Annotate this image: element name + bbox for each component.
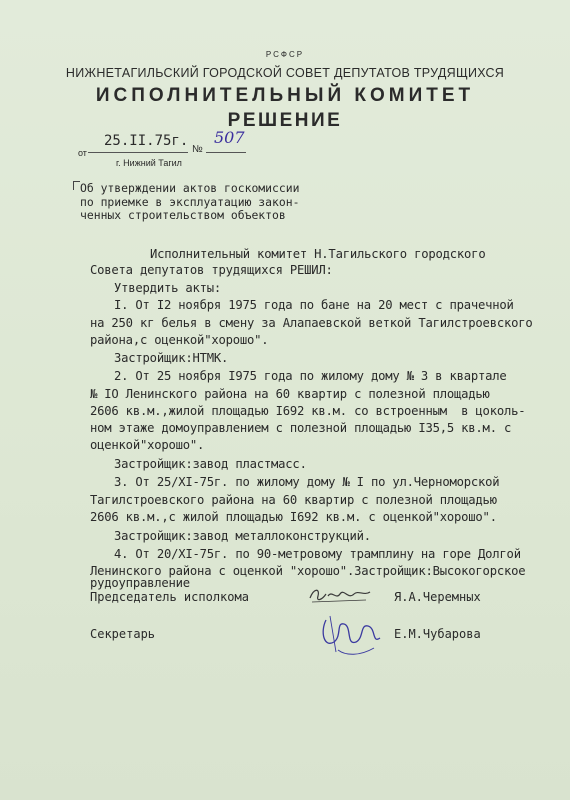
item-1-line-2: на 250 кг белья в смену за Алапаевской веткой Тагилстроевского	[90, 316, 533, 330]
header-executive-committee: ИСПОЛНИТЕЛЬНЫЙ КОМИТЕТ	[95, 85, 475, 106]
item-3-line-1: 3. От 25/XI-75г. по жилому дому № I по ул.Черноморской	[114, 475, 500, 489]
city-name: г. Нижний Тагил	[116, 158, 182, 168]
subject-bracket	[73, 181, 80, 190]
number-underline	[206, 152, 246, 153]
header-decision: РЕШЕНИЕ	[227, 110, 343, 131]
date-underline	[88, 152, 188, 153]
subject-line-1: Об утверждении актов госкомиссии	[80, 181, 300, 195]
item-1-line-3: района,с оценкой"хорошо".	[90, 333, 269, 347]
developer-1: Застройщик:НТМК.	[114, 351, 229, 365]
secretary-name: Е.М.Чубарова	[394, 627, 481, 641]
decision-date: 25.II.75г.	[104, 133, 189, 149]
item-2-line-3: 2606 кв.м.,жилой площадью I692 кв.м. со встроенным в цоколь-	[90, 404, 526, 418]
subject-line-3: ченных строительством объектов	[80, 208, 286, 222]
item-2-line-1: 2. От 25 ноября I975 года по жилому дому № 3 в квартале	[114, 369, 507, 383]
subject-line-2: по приемке в эксплуатацию закон-	[80, 195, 300, 209]
item-1-line-1: I. От I2 ноября 1975 года по бане на 20 мест с прачечной	[114, 298, 514, 312]
item-3-line-3: 2606 кв.м.,с жилой площадью I692 кв.м. с оценкой"хорошо".	[90, 510, 497, 524]
intro-line-2: Совета депутатов трудящихся РЕШИЛ:	[90, 263, 333, 277]
item-2-line-5: оценкой"хорошо".	[90, 438, 205, 452]
chair-signature	[306, 582, 376, 608]
secretary-signature	[316, 612, 388, 660]
approve-line: Утвердить акты:	[114, 281, 222, 295]
item-4-line-3: рудоуправление	[90, 576, 190, 590]
date-prefix: от	[78, 148, 87, 158]
chair-title: Председатель исполкома	[90, 590, 249, 604]
header-rsfsr: РСФСР	[265, 50, 305, 59]
item-4-line-1: 4. От 20/XI-75г. по 90-метровому трамплину на горе Долгой	[114, 547, 521, 561]
number-sign: №	[192, 144, 203, 155]
decision-number: 507	[214, 128, 245, 147]
item-2-line-4: ном этаже домоуправлением с полезной площадью I35,5 кв.м. с	[90, 421, 512, 435]
developer-2: Застройщик:завод пластмасс.	[114, 457, 307, 471]
developer-3: Застройщик:завод металлоконструкций.	[114, 529, 371, 543]
item-3-line-2: Тагилстроевского района на 60 квартир с полезной площадью	[90, 493, 497, 507]
header-city-soviet: НИЖНЕТАГИЛЬСКИЙ ГОРОДСКОЙ СОВЕТ ДЕПУТАТОВ ТРУДЯЩИХСЯ	[65, 66, 505, 80]
chair-name: Я.А.Черемных	[394, 590, 481, 604]
secretary-title: Секретарь	[90, 627, 156, 641]
intro-line-1: Исполнительный комитет Н.Тагильского городского	[150, 247, 486, 261]
item-2-line-2: № IO Ленинского района на 60 квартир с полезной площадью	[90, 387, 490, 401]
item-4-line-2: Ленинского района с оценкой "хорошо".Застройщик:Высокогорское	[90, 564, 526, 578]
